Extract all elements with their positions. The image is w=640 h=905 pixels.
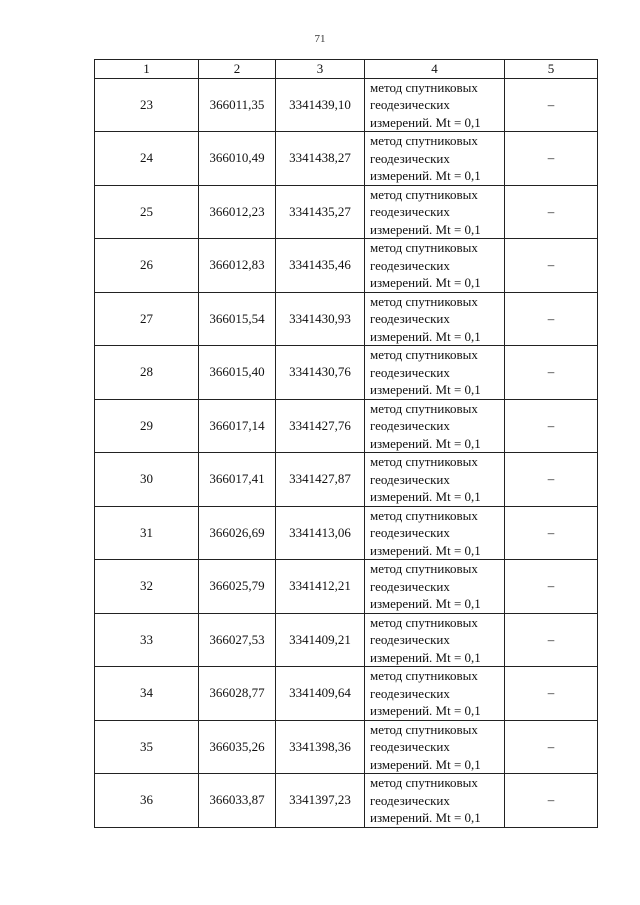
point-number-cell: 31 — [95, 506, 199, 560]
table-row — [95, 560, 598, 614]
method-line: измерений. Mt = 0,1 — [370, 114, 481, 130]
point-number-cell: 23 — [95, 78, 199, 132]
point-number-cell: 32 — [95, 560, 199, 614]
table-row — [95, 78, 598, 132]
note-cell: – — [505, 185, 598, 239]
point-number-cell: 27 — [95, 292, 199, 346]
method-line: геодезических — [370, 525, 450, 540]
method-line: метод спутниковых — [370, 293, 478, 309]
note-cell: – — [505, 667, 598, 721]
method-line: метод спутниковых — [370, 186, 478, 202]
method-cell — [365, 720, 505, 774]
y-coordinate-cell: 3341430,93 — [276, 292, 365, 346]
note-cell: – — [505, 292, 598, 346]
table-row — [95, 453, 598, 507]
note-cell: – — [505, 78, 598, 132]
page-number: 71 — [314, 33, 326, 45]
method-line: метод спутниковых — [370, 507, 478, 523]
y-coordinate-cell: 3341413,06 — [276, 506, 365, 560]
method-line: геодезических — [370, 364, 450, 380]
method-line: геодезических — [370, 311, 450, 326]
method-line: измерений. Mt = 0,1 — [370, 596, 481, 611]
point-number-cell: 33 — [95, 613, 199, 667]
table-header-row — [95, 60, 598, 79]
y-coordinate-cell: 3341427,87 — [276, 453, 365, 507]
note-cell: – — [505, 239, 598, 293]
method-line: геодезических — [370, 97, 450, 112]
method-cell — [365, 506, 505, 560]
method-line: метод спутниковых — [370, 79, 478, 95]
method-line: метод спутниковых — [370, 721, 478, 737]
column-header: 5 — [505, 60, 598, 79]
method-line: метод спутниковых — [370, 133, 478, 148]
x-coordinate-cell: 366025,79 — [199, 560, 276, 614]
y-coordinate-cell: 3341435,27 — [276, 185, 365, 239]
y-coordinate-cell: 3341409,21 — [276, 613, 365, 667]
method-line: измерений. Mt = 0,1 — [370, 435, 481, 451]
column-header: 1 — [95, 60, 199, 79]
method-line: измерений. Mt = 0,1 — [370, 275, 481, 290]
method-line: измерений. Mt = 0,1 — [370, 168, 481, 183]
column-header: 3 — [276, 60, 365, 79]
y-coordinate-cell: 3341398,36 — [276, 720, 365, 774]
method-line: метод спутниковых — [370, 347, 478, 362]
note-cell: – — [505, 613, 598, 667]
method-cell — [365, 185, 505, 239]
x-coordinate-cell: 366012,83 — [199, 239, 276, 293]
y-coordinate-cell: 3341439,10 — [276, 78, 365, 132]
point-number-cell: 35 — [95, 720, 199, 774]
method-cell — [365, 132, 505, 186]
note-cell: – — [505, 399, 598, 453]
y-coordinate-cell: 3341397,23 — [276, 774, 365, 828]
method-cell — [365, 560, 505, 614]
method-line: измерений. Mt = 0,1 — [370, 810, 481, 825]
method-line: измерений. Mt = 0,1 — [370, 756, 481, 772]
method-line: измерений. Mt = 0,1 — [370, 649, 481, 665]
method-line: измерений. Mt = 0,1 — [370, 489, 481, 504]
method-cell — [365, 78, 505, 132]
table-row — [95, 185, 598, 239]
note-cell: – — [505, 720, 598, 774]
method-line: метод спутниковых — [370, 614, 478, 630]
y-coordinate-cell: 3341438,27 — [276, 132, 365, 186]
table-row — [95, 292, 598, 346]
method-cell — [365, 774, 505, 828]
method-line: геодезических — [370, 792, 450, 808]
table-row — [95, 239, 598, 293]
method-line: измерений. Mt = 0,1 — [370, 221, 481, 237]
method-cell — [365, 292, 505, 346]
method-line: метод спутниковых — [370, 561, 478, 576]
method-cell — [365, 346, 505, 400]
column-header: 2 — [199, 60, 276, 79]
method-line: геодезических — [370, 471, 450, 487]
x-coordinate-cell: 366035,26 — [199, 720, 276, 774]
method-cell — [365, 453, 505, 507]
method-line: геодезических — [370, 150, 450, 166]
point-number-cell: 25 — [95, 185, 199, 239]
method-line: измерений. Mt = 0,1 — [370, 542, 481, 558]
note-cell: – — [505, 774, 598, 828]
note-cell: – — [505, 453, 598, 507]
x-coordinate-cell: 366015,54 — [199, 292, 276, 346]
x-coordinate-cell: 366027,53 — [199, 613, 276, 667]
table-row — [95, 667, 598, 721]
method-line: метод спутниковых — [370, 775, 478, 790]
x-coordinate-cell: 366028,77 — [199, 667, 276, 721]
method-line: измерений. Mt = 0,1 — [370, 703, 481, 718]
note-cell: – — [505, 560, 598, 614]
point-number-cell: 24 — [95, 132, 199, 186]
method-line: геодезических — [370, 257, 450, 273]
method-line: измерений. Mt = 0,1 — [370, 382, 481, 397]
method-cell — [365, 239, 505, 293]
method-line: метод спутниковых — [370, 454, 478, 469]
point-number-cell: 28 — [95, 346, 199, 400]
x-coordinate-cell: 366015,40 — [199, 346, 276, 400]
point-number-cell: 29 — [95, 399, 199, 453]
table-row — [95, 506, 598, 560]
method-line: метод спутниковых — [370, 400, 478, 416]
method-cell — [365, 399, 505, 453]
table-row — [95, 399, 598, 453]
method-cell — [365, 667, 505, 721]
table-row — [95, 720, 598, 774]
x-coordinate-cell: 366017,14 — [199, 399, 276, 453]
table-row — [95, 613, 598, 667]
table-row — [95, 774, 598, 828]
x-coordinate-cell: 366012,23 — [199, 185, 276, 239]
y-coordinate-cell: 3341430,76 — [276, 346, 365, 400]
note-cell: – — [505, 132, 598, 186]
y-coordinate-cell: 3341409,64 — [276, 667, 365, 721]
method-line: геодезических — [370, 739, 450, 754]
point-number-cell: 36 — [95, 774, 199, 828]
y-coordinate-cell: 3341412,21 — [276, 560, 365, 614]
point-number-cell: 34 — [95, 667, 199, 721]
method-line: геодезических — [370, 204, 450, 219]
x-coordinate-cell: 366026,69 — [199, 506, 276, 560]
method-line: метод спутниковых — [370, 668, 478, 683]
method-line: геодезических — [370, 685, 450, 701]
method-cell — [365, 613, 505, 667]
note-cell: – — [505, 506, 598, 560]
table-row — [95, 132, 598, 186]
y-coordinate-cell: 3341427,76 — [276, 399, 365, 453]
method-line: геодезических — [370, 578, 450, 594]
x-coordinate-cell: 366010,49 — [199, 132, 276, 186]
method-line: измерений. Mt = 0,1 — [370, 328, 481, 344]
point-number-cell: 30 — [95, 453, 199, 507]
point-number-cell: 26 — [95, 239, 199, 293]
x-coordinate-cell: 366011,35 — [199, 78, 276, 132]
method-line: геодезических — [370, 632, 450, 647]
method-line: метод спутниковых — [370, 240, 478, 255]
x-coordinate-cell: 366017,41 — [199, 453, 276, 507]
table-row — [95, 346, 598, 400]
note-cell: – — [505, 346, 598, 400]
x-coordinate-cell: 366033,87 — [199, 774, 276, 828]
column-header: 4 — [365, 60, 505, 79]
coordinates-table — [94, 59, 598, 828]
y-coordinate-cell: 3341435,46 — [276, 239, 365, 293]
method-line: геодезических — [370, 418, 450, 433]
